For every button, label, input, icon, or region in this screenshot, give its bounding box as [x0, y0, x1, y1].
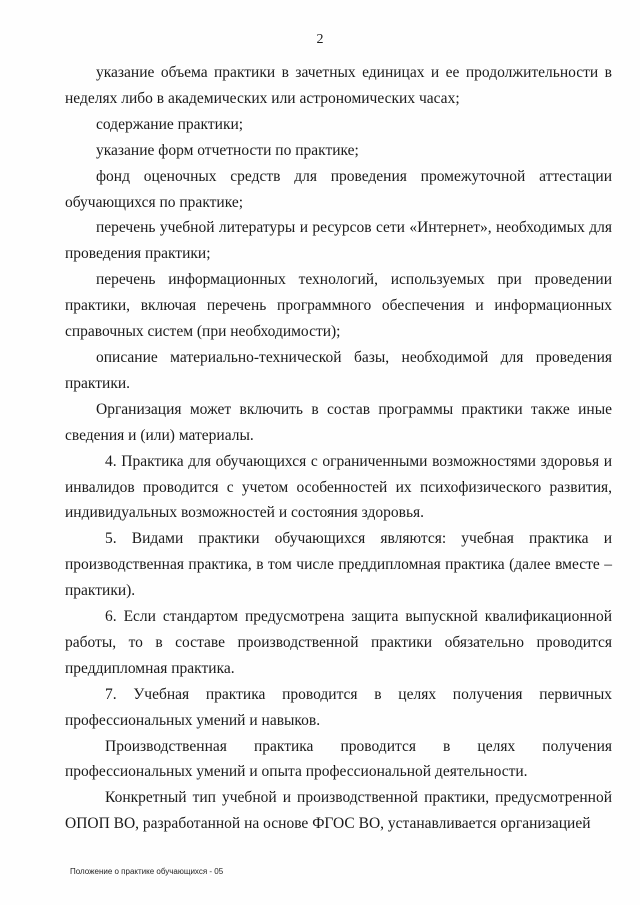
paragraph-production-practice: Производственная практика проводится в целях получения профессиональных умений и опыта профессиональной деятельности.	[65, 737, 612, 781]
paragraph-practice-volume: указание объема практики в зачетных единицах и ее продолжительности в неделях либо в академических или астрономических часах;	[65, 64, 612, 107]
paragraph-item-7: 7. Учебная практика проводится в целях получения первичных профессиональных умений и навыков.	[65, 685, 612, 729]
paragraph-item-5: 5. Видами практики обучающихся являются: учебная практика и производственная практика, в том числе преддипломная практика (далее вместе – практики).	[65, 530, 612, 600]
page-footer: Положение о практике обучающихся - 05	[70, 867, 224, 876]
paragraph-assessment-fund: фонд оценочных средств для проведения промежуточной аттестации обучающихся по практике;	[65, 167, 612, 211]
paragraph-organization-may: Организация может включить в состав программы практики также иные сведения и (или) материалы.	[65, 400, 612, 444]
paragraph-item-4: 4. Практика для обучающихся с ограниченными возможностями здоровья и инвалидов проводится с учетом особенностей их психофизического развития, индивидуальных возможностей и состояния здоровья.	[65, 452, 612, 522]
paragraph-reporting-forms: указание форм отчетности по практике;	[96, 141, 359, 159]
paragraph-literature-list: перечень учебной литературы и ресурсов сети «Интернет», необходимых для проведения практики;	[65, 219, 612, 263]
page-number: 2	[316, 32, 324, 47]
body-text	[65, 60, 612, 837]
paragraph-item-6: 6. Если стандартом предусмотрена защита выпускной квалификационной работы, то в составе производственной практики обязательно проводится преддипломная практика.	[65, 608, 612, 677]
paragraph-material-base: описание материально-технической базы, необходимой для проведения практики.	[65, 348, 612, 392]
paragraph-practice-type: Конкретный тип учебной и производственной практики, предусмотренной ОПОП ВО, разработанной на основе ФГОС ВО, устанавливается организацией	[65, 789, 612, 833]
paragraph-it-list: перечень информационных технологий, используемых при проведении практики, включая перечень программного обеспечения и информационных справочных систем (при необходимости);	[65, 271, 612, 341]
paragraph-practice-content: содержание практики;	[96, 115, 244, 133]
